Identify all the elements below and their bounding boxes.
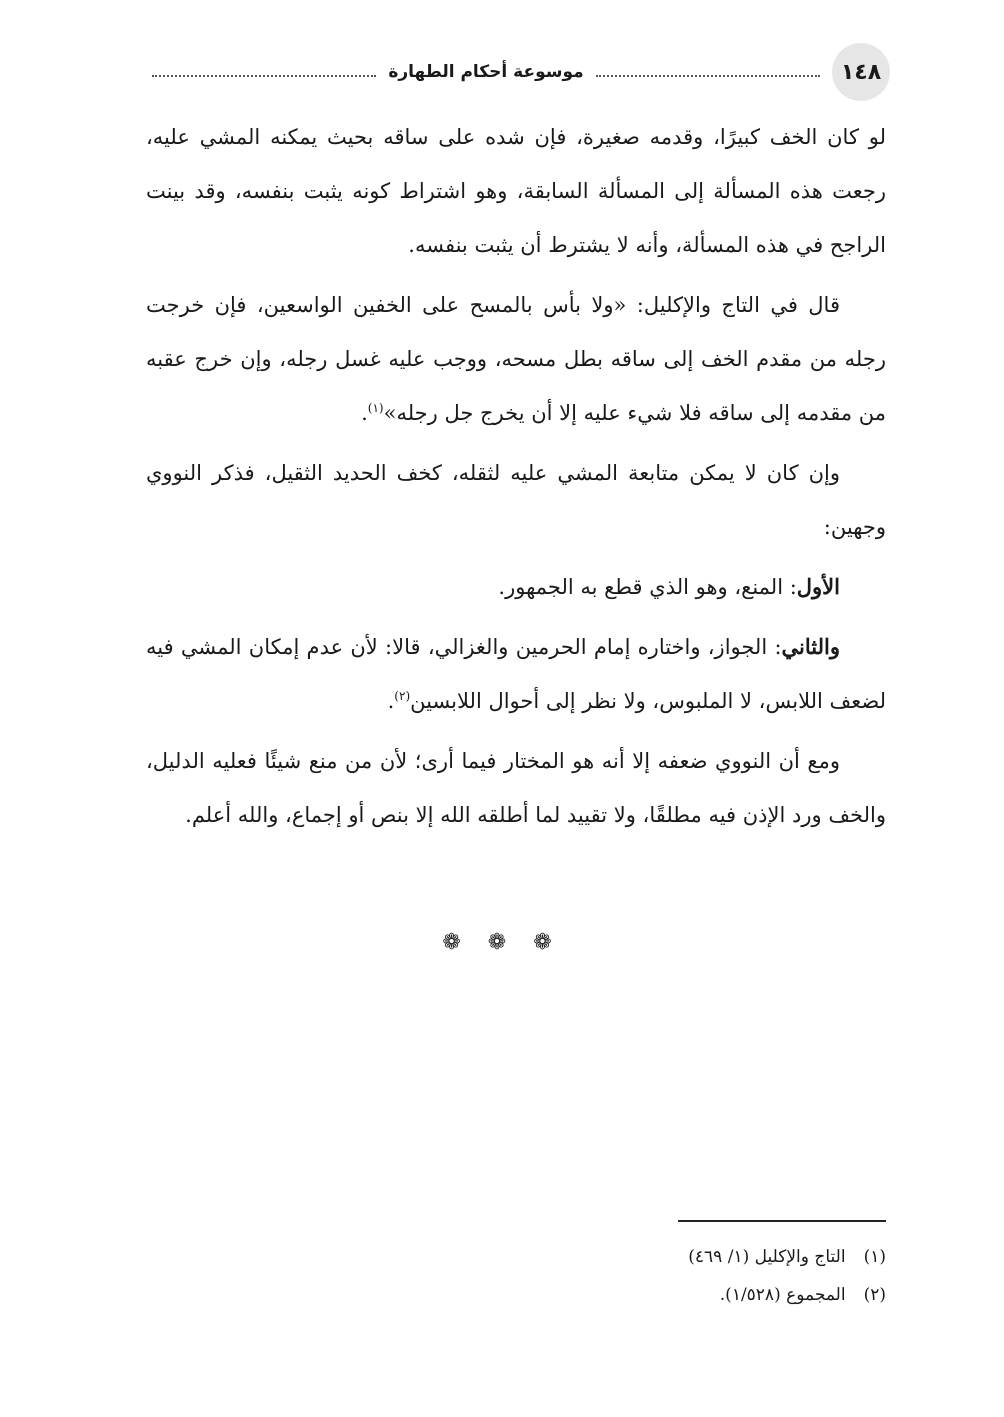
footnotes [146, 1238, 886, 1314]
paragraph-3: وإن كان لا يمكن متابعة المشي عليه لثقله، كخف الحديد الثقيل، فذكر النووي وجهين: [146, 461, 886, 539]
footnote-2 [146, 1276, 886, 1314]
paragraph-6: ومع أن النووي ضعفه إلا أنه هو المختار فيما أرى؛ لأن من منع شيئًا فعليه الدليل، والخف ورد الإذن فيه مطلقًا، ولا تقييد لما أطلقه الله إلا بنص أو إجماع، والله أعلم. [146, 749, 886, 827]
footnote-2-number: (٢) [863, 1285, 886, 1305]
paragraph-4 [146, 560, 886, 614]
first-view-label: الأول [796, 574, 840, 599]
paragraph-5-end: . [387, 689, 395, 713]
footnote-1-number: (١) [863, 1247, 886, 1267]
section-separator: ❁ ❁ ❁ [442, 930, 562, 955]
first-view-text: : المنع، وهو الذي قطع به الجمهور. [498, 575, 797, 599]
footnote-1-text: التاج والإكليل (١/ ٤٦٩) [688, 1247, 846, 1267]
header-dotted-leader-right [596, 75, 820, 77]
paragraph-5 [146, 620, 886, 728]
footnote-ref-1: (١) [367, 401, 384, 415]
footnote-1 [146, 1238, 886, 1276]
footnote-2-text: المجموع (١/٥٢٨). [719, 1285, 846, 1305]
page-body [146, 110, 886, 848]
paragraph-2 [146, 278, 886, 440]
page-header [140, 40, 890, 104]
paragraph-2-end: . [361, 401, 368, 425]
book-title: موسوعة أحكام الطهارة [388, 62, 584, 82]
paragraph-1: لو كان الخف كبيرًا، وقدمه صغيرة، فإن شده على ساقه بحيث يمكنه المشي عليه، رجعت هذه المسألة إلى المسألة السابقة، وهو اشتراط كونه يثبت بنفسه، وقد بينت الراجح في هذه المسألة، وأنه لا يشترط أن يثبت بنفسه. [146, 125, 886, 257]
header-dotted-leader-left [152, 75, 376, 77]
footnote-ref-2: (٢) [394, 689, 411, 703]
second-view-label: والثاني [781, 634, 840, 659]
page-number: ١٤٨ [832, 43, 890, 101]
second-view-text: : الجواز، واختاره إمام الحرمين والغزالي، قالا: لأن عدم إمكان المشي فيه لضعف اللابس، لا الملبوس، ولا نظر إلى أحوال اللابسين [146, 635, 886, 713]
footnote-rule [678, 1220, 886, 1222]
paragraph-2-text: قال في التاج والإكليل: «ولا بأس بالمسح على الخفين الواسعين، فإن خرجت رجله من مقدم الخف إلى ساقه بطل مسحه، ووجب عليه غسل رجله، وإن خرج عقبه من مقدمه إلى ساقه فلا شيء عليه إلا أن يخرج جل رجله» [146, 293, 886, 425]
